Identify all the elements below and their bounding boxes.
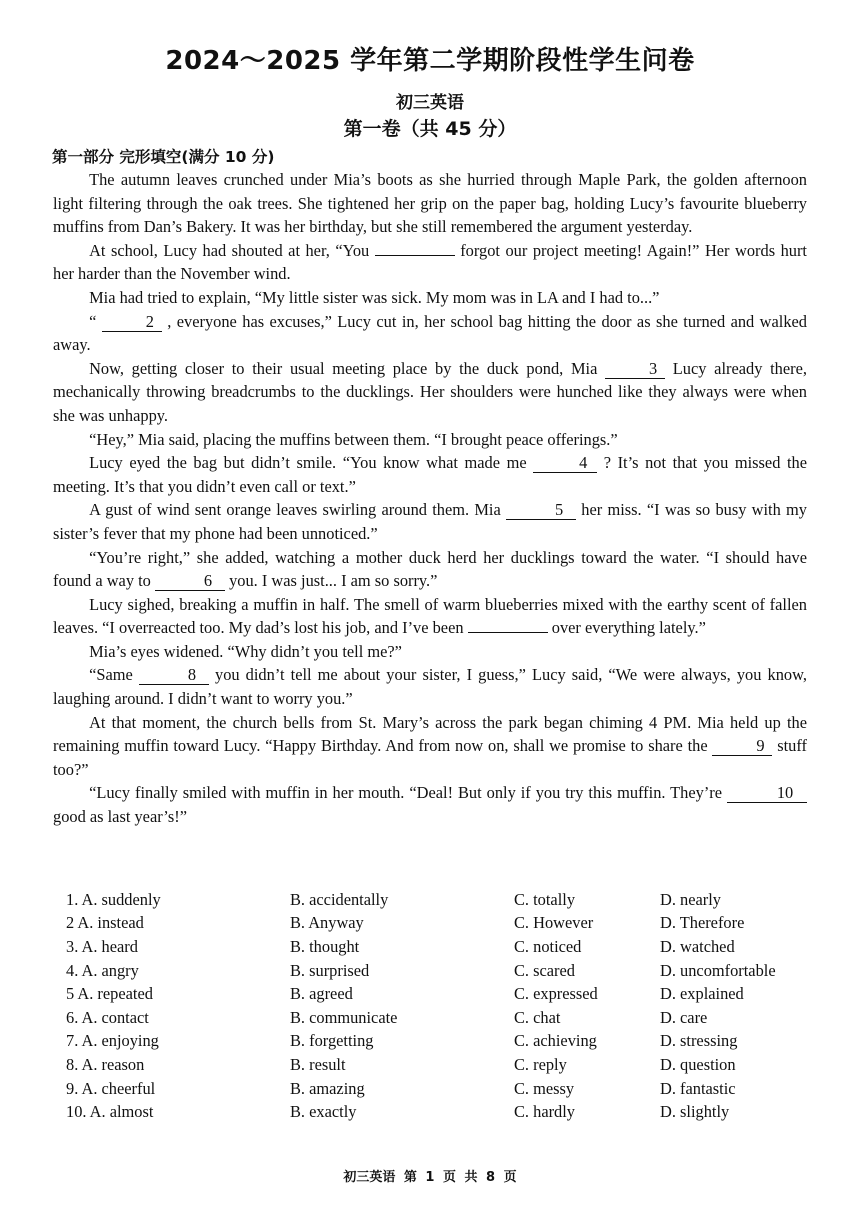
- blank-4: 4: [533, 454, 597, 473]
- paragraph-text: over everything lately.”: [551, 618, 706, 638]
- paragraph-text: , everyone has excuses,” Lucy cut in, her school bag hitting the door as she turned and walked away.: [53, 311, 807, 355]
- option-d: D. stressing: [660, 1031, 738, 1051]
- paragraph: [53, 310, 807, 357]
- paragraph-text: Lucy eyed the bag but didn’t smile. “You know what made me: [89, 453, 527, 473]
- option-c: C. expressed: [514, 984, 598, 1004]
- blank-5: 5: [506, 501, 576, 520]
- option-d: D. uncomfortable: [660, 960, 776, 980]
- paragraph-text: Mia’s eyes widened. “Why didn’t you tell me?”: [89, 641, 402, 661]
- option-d: D. slightly: [660, 1102, 730, 1122]
- paragraph-text: “: [89, 311, 97, 331]
- option-a: 10. A. almost: [66, 1102, 154, 1122]
- option-b: B. accidentally: [290, 889, 389, 909]
- page-title: 2024～2025 学年第二学期阶段性学生问卷: [165, 46, 695, 76]
- paragraph: [53, 239, 807, 286]
- option-b: B. agreed: [290, 984, 353, 1004]
- paragraph: [53, 498, 807, 545]
- paragraph-text: The autumn leaves crunched under Mia’s boots as she hurried through Maple Park, the golden afternoon light filtering through the oak trees. She tightened her grip on the paper bag, holding Lucy’s favourite blueberry muffins from Dan’s Bakery. It was her birthday, but she still remembered the argument yesterday.: [53, 170, 807, 237]
- paragraph: [53, 593, 807, 640]
- cloze-passage: [53, 168, 807, 829]
- option-a: 5 A. repeated: [66, 984, 153, 1004]
- paragraph-text: good as last year’s!”: [53, 807, 187, 827]
- paragraph: [53, 286, 807, 310]
- paragraph-text: Now, getting closer to their usual meeting place by the duck pond, Mia: [89, 358, 598, 378]
- option-row: [66, 959, 806, 983]
- paragraph: [53, 546, 807, 593]
- paragraph: [53, 428, 807, 452]
- option-b: B. Anyway: [290, 913, 364, 933]
- option-row: [66, 982, 806, 1006]
- option-a: 3. A. heard: [66, 936, 138, 956]
- blank-7: [468, 632, 548, 633]
- paragraph: [53, 711, 807, 782]
- option-d: D. explained: [660, 984, 744, 1004]
- option-c: C. reply: [514, 1054, 567, 1074]
- option-b: B. thought: [290, 936, 360, 956]
- paragraph-text: “You’re right,” she added, watching a mother duck herd her ducklings toward the water. “I should have found a way to: [53, 547, 807, 591]
- option-c: C. messy: [514, 1078, 575, 1098]
- paragraph-text: forgot our project meeting! Again!” Her words hurt her harder than the November wind.: [53, 240, 807, 284]
- page-footer: 初三英语 第 1 页 共 8 页: [343, 1170, 517, 1185]
- blank-6: 6: [155, 572, 225, 591]
- paragraph-text: you didn’t tell me about your sister, I guess,” Lucy said, “We were always, you know, laughing around. I didn’t want to worry you.”: [53, 665, 807, 709]
- option-d: D. nearly: [660, 889, 721, 909]
- paragraph: [53, 168, 807, 239]
- subject-heading: 初三英语: [396, 93, 464, 113]
- paragraph-text: stuff too?”: [53, 736, 807, 779]
- option-c: C. chat: [514, 1007, 561, 1027]
- blank-2: 2: [102, 313, 162, 332]
- option-c: C. However: [514, 913, 594, 933]
- paragraph-text: ? It’s not that you missed the meeting. It’s that you didn’t even call or text.”: [53, 453, 807, 496]
- option-b: B. communicate: [290, 1007, 398, 1027]
- option-a: 8. A. reason: [66, 1054, 145, 1074]
- blank-8: 8: [139, 666, 209, 685]
- option-d: D. watched: [660, 936, 735, 956]
- paragraph: [53, 357, 807, 428]
- paragraph-text: Lucy already there, mechanically throwing breadcrumbs to the ducklings. Her shoulders were hunched like they always were when she was unhappy.: [53, 358, 807, 425]
- answer-options: [66, 888, 806, 1124]
- option-a: 4. A. angry: [66, 960, 139, 980]
- option-a: 7. A. enjoying: [66, 1031, 159, 1051]
- option-b: B. surprised: [290, 960, 370, 980]
- option-a: 1. A. suddenly: [66, 889, 161, 909]
- blank-1: [375, 255, 455, 256]
- option-a: 9. A. cheerful: [66, 1078, 156, 1098]
- blank-3: 3: [605, 360, 665, 379]
- blank-10: 10: [727, 784, 807, 803]
- option-row: [66, 1077, 806, 1101]
- option-row: [66, 888, 806, 912]
- option-row: [66, 935, 806, 959]
- option-d: D. fantastic: [660, 1078, 736, 1098]
- paragraph-text: “Lucy finally smiled with muffin in her mouth. “Deal! But only if you try this muffin. They’re: [89, 783, 723, 803]
- option-c: C. hardly: [514, 1102, 576, 1122]
- paragraph: [53, 640, 807, 664]
- option-b: B. amazing: [290, 1078, 365, 1098]
- paragraph: [53, 451, 807, 498]
- paragraph-text: “Hey,” Mia said, placing the muffins between them. “I brought peace offerings.”: [89, 429, 618, 449]
- option-d: D. Therefore: [660, 913, 745, 933]
- paragraph: [53, 663, 807, 710]
- paragraph-text: her miss. “I was so busy with my sister’s fever that my phone had been unnoticed.”: [53, 500, 807, 543]
- option-d: D. question: [660, 1054, 736, 1074]
- paragraph: [53, 781, 807, 828]
- paragraph-text: At that moment, the church bells from St. Mary’s across the park began chiming 4 PM. Mia held up the remaining muffin toward Lucy. “Happy Birthday. And from now on, shall we promise to share the: [53, 712, 807, 756]
- option-row: [66, 1006, 806, 1030]
- option-b: B. exactly: [290, 1102, 357, 1122]
- paragraph-text: you. I was just... I am so sorry.”: [229, 571, 438, 591]
- paragraph-text: At school, Lucy had shouted at her, “You: [89, 240, 370, 260]
- option-d: D. care: [660, 1007, 708, 1027]
- option-a: 6. A. contact: [66, 1007, 149, 1027]
- option-row: [66, 1100, 806, 1124]
- paragraph-text: A gust of wind sent orange leaves swirling around them. Mia: [89, 500, 501, 520]
- volume-heading: 第一卷（共 45 分）: [343, 118, 517, 140]
- option-c: C. achieving: [514, 1031, 597, 1051]
- option-c: C. totally: [514, 889, 576, 909]
- option-row: [66, 1030, 806, 1054]
- paragraph-text: Mia had tried to explain, “My little sister was sick. My mom was in LA and I had to...”: [89, 287, 660, 307]
- paragraph-text: “Same: [89, 665, 133, 685]
- option-b: B. forgetting: [290, 1031, 374, 1051]
- option-a: 2 A. instead: [66, 913, 144, 933]
- blank-9: 9: [712, 737, 772, 756]
- option-row: [66, 912, 806, 936]
- option-c: C. scared: [514, 960, 575, 980]
- option-c: C. noticed: [514, 936, 582, 956]
- option-row: [66, 1053, 806, 1077]
- part-heading: 第一部分 完形填空(满分 10 分): [52, 148, 275, 166]
- option-b: B. result: [290, 1054, 346, 1074]
- paragraph-text: Lucy sighed, breaking a muffin in half. The smell of warm blueberries mixed with the earthy scent of fallen leaves. “I overreacted too. My dad’s lost his job, and I’ve been: [53, 594, 807, 638]
